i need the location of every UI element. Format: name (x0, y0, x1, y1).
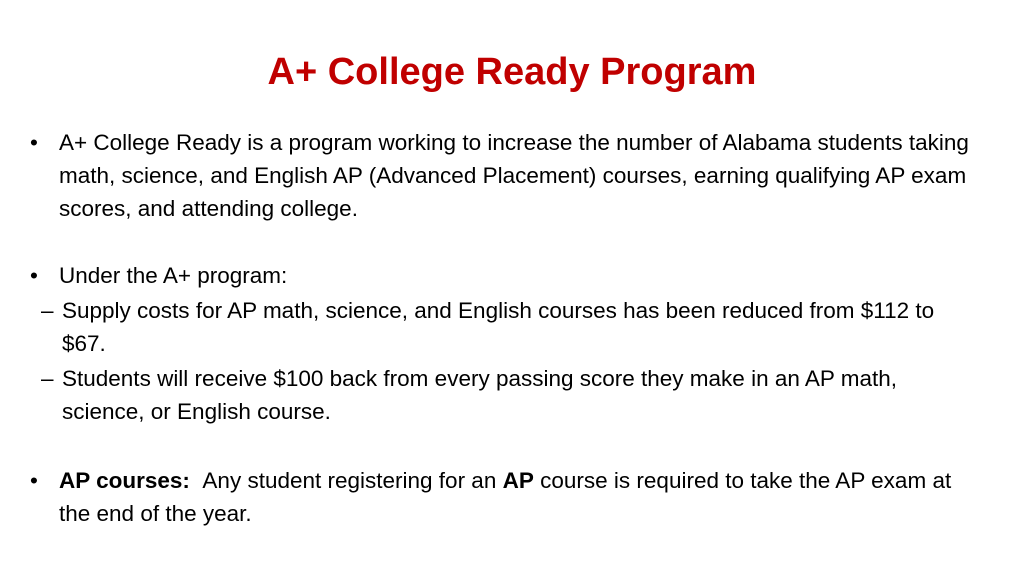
bullet-text: A+ College Ready is a program working to increase the number of Alabama students taking math, science, and English AP (Advanced Placement) courses, earning qualifying AP exam scores, and attending college. (59, 130, 969, 221)
slide-title: A+ College Ready Program (267, 51, 757, 93)
sub-bullet-text: Students will receive $100 back from every passing score they make in an AP math, science, or English course. (62, 366, 898, 424)
bullet-text-part1: Any student registering for an (202, 468, 497, 493)
sub-bullet-passing-score (30, 362, 980, 428)
sub-bullet-marker: – (41, 298, 54, 323)
spacer (30, 225, 980, 259)
spacer (30, 430, 980, 464)
bullet-ap-courses (30, 464, 980, 530)
bullet-lead-bold: AP courses: (59, 468, 190, 493)
bullet-text-part2: course is required to take the AP exam at the end of the year. (59, 468, 952, 526)
sub-bullet-marker: – (41, 366, 54, 391)
bullet-program-description (30, 126, 980, 225)
bullet-marker: • (30, 263, 38, 288)
sub-bullet-text: Supply costs for AP math, science, and English courses has been reduced from $112 to $67. (62, 298, 935, 356)
sub-bullet-list (30, 294, 980, 428)
slide-content (30, 126, 980, 530)
bullet-text: Under the A+ program: (59, 263, 288, 288)
bullet-under-program (30, 259, 980, 292)
bullet-marker: • (30, 130, 38, 155)
bullet-inline-bold: AP (502, 468, 534, 493)
bullet-marker: • (30, 468, 38, 493)
sub-bullet-supply-costs (30, 294, 980, 360)
